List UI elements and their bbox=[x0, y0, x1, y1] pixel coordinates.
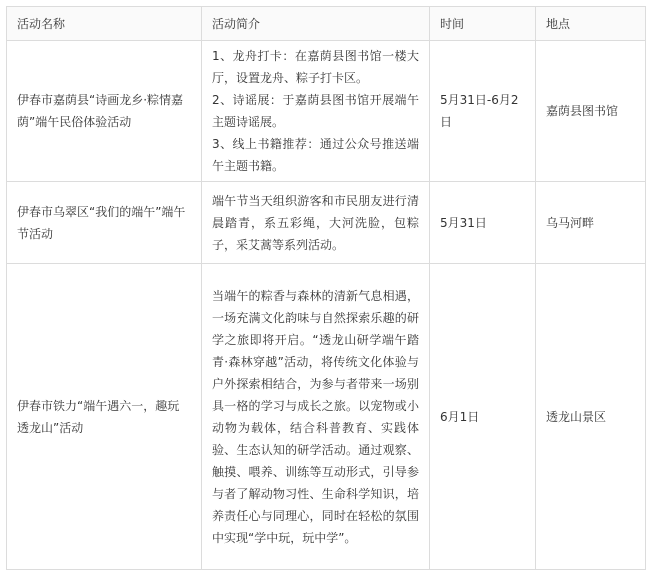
time-cell: 6月1日 bbox=[430, 264, 536, 570]
location-cell: 透龙山景区 bbox=[536, 264, 646, 570]
table-row bbox=[7, 182, 646, 264]
intro-line: 当端午的粽香与森林的清新气息相遇，一场充满文化韵味与自然探索乐趣的研学之旅即将开启。“透龙山研学端午踏青·森林穿越”活动，将传统文化体验与户外探索相结合，为参与者带来一场别具一格的学习与成长之旅。以宠物或小动物为载体，结合科普教育、实践体验、生态认知的研学活动。通过观察、触摸、喂养、训练等互动形式，引导参与者了解动物习性、生命科学知识，培养责任心与同理心，同时在轻松的氛围中实现“学中玩，玩中学”。 bbox=[212, 288, 419, 545]
header-location: 地点 bbox=[536, 7, 646, 41]
table-row bbox=[7, 41, 646, 182]
location-cell: 嘉荫县图书馆 bbox=[536, 41, 646, 182]
activity-table bbox=[6, 6, 646, 570]
intro-line: 2、诗谣展：于嘉荫县图书馆开展端午主题诗谣展。 bbox=[212, 93, 419, 129]
activity-name-cell: 伊春市铁力“端午遇六一，趣玩透龙山”活动 bbox=[7, 264, 202, 570]
activity-name-cell: 伊春市嘉荫县“诗画龙乡·粽情嘉荫”端午民俗体验活动 bbox=[7, 41, 202, 182]
header-activity-intro: 活动简介 bbox=[202, 7, 430, 41]
time-cell: 5月31日-6月2日 bbox=[430, 41, 536, 182]
activity-name-cell: 伊春市乌翠区“我们的端午”端午节活动 bbox=[7, 182, 202, 264]
intro-line: 1、龙舟打卡：在嘉荫县图书馆一楼大厅，设置龙舟、粽子打卡区。 bbox=[212, 49, 419, 85]
location-cell: 乌马河畔 bbox=[536, 182, 646, 264]
time-cell: 5月31日 bbox=[430, 182, 536, 264]
activity-intro-cell bbox=[202, 182, 430, 264]
table-header-row bbox=[7, 7, 646, 41]
intro-line: 端午节当天组织游客和市民朋友进行清晨踏青，系五彩绳，大河洗脸，包粽子，采艾蒿等系列活动。 bbox=[212, 193, 419, 252]
table-row bbox=[7, 264, 646, 570]
header-time: 时间 bbox=[430, 7, 536, 41]
intro-line: 3、线上书籍推荐：通过公众号推送端午主题书籍。 bbox=[212, 137, 419, 173]
activity-intro-cell bbox=[202, 264, 430, 570]
header-activity-name: 活动名称 bbox=[7, 7, 202, 41]
activity-intro-cell bbox=[202, 41, 430, 182]
